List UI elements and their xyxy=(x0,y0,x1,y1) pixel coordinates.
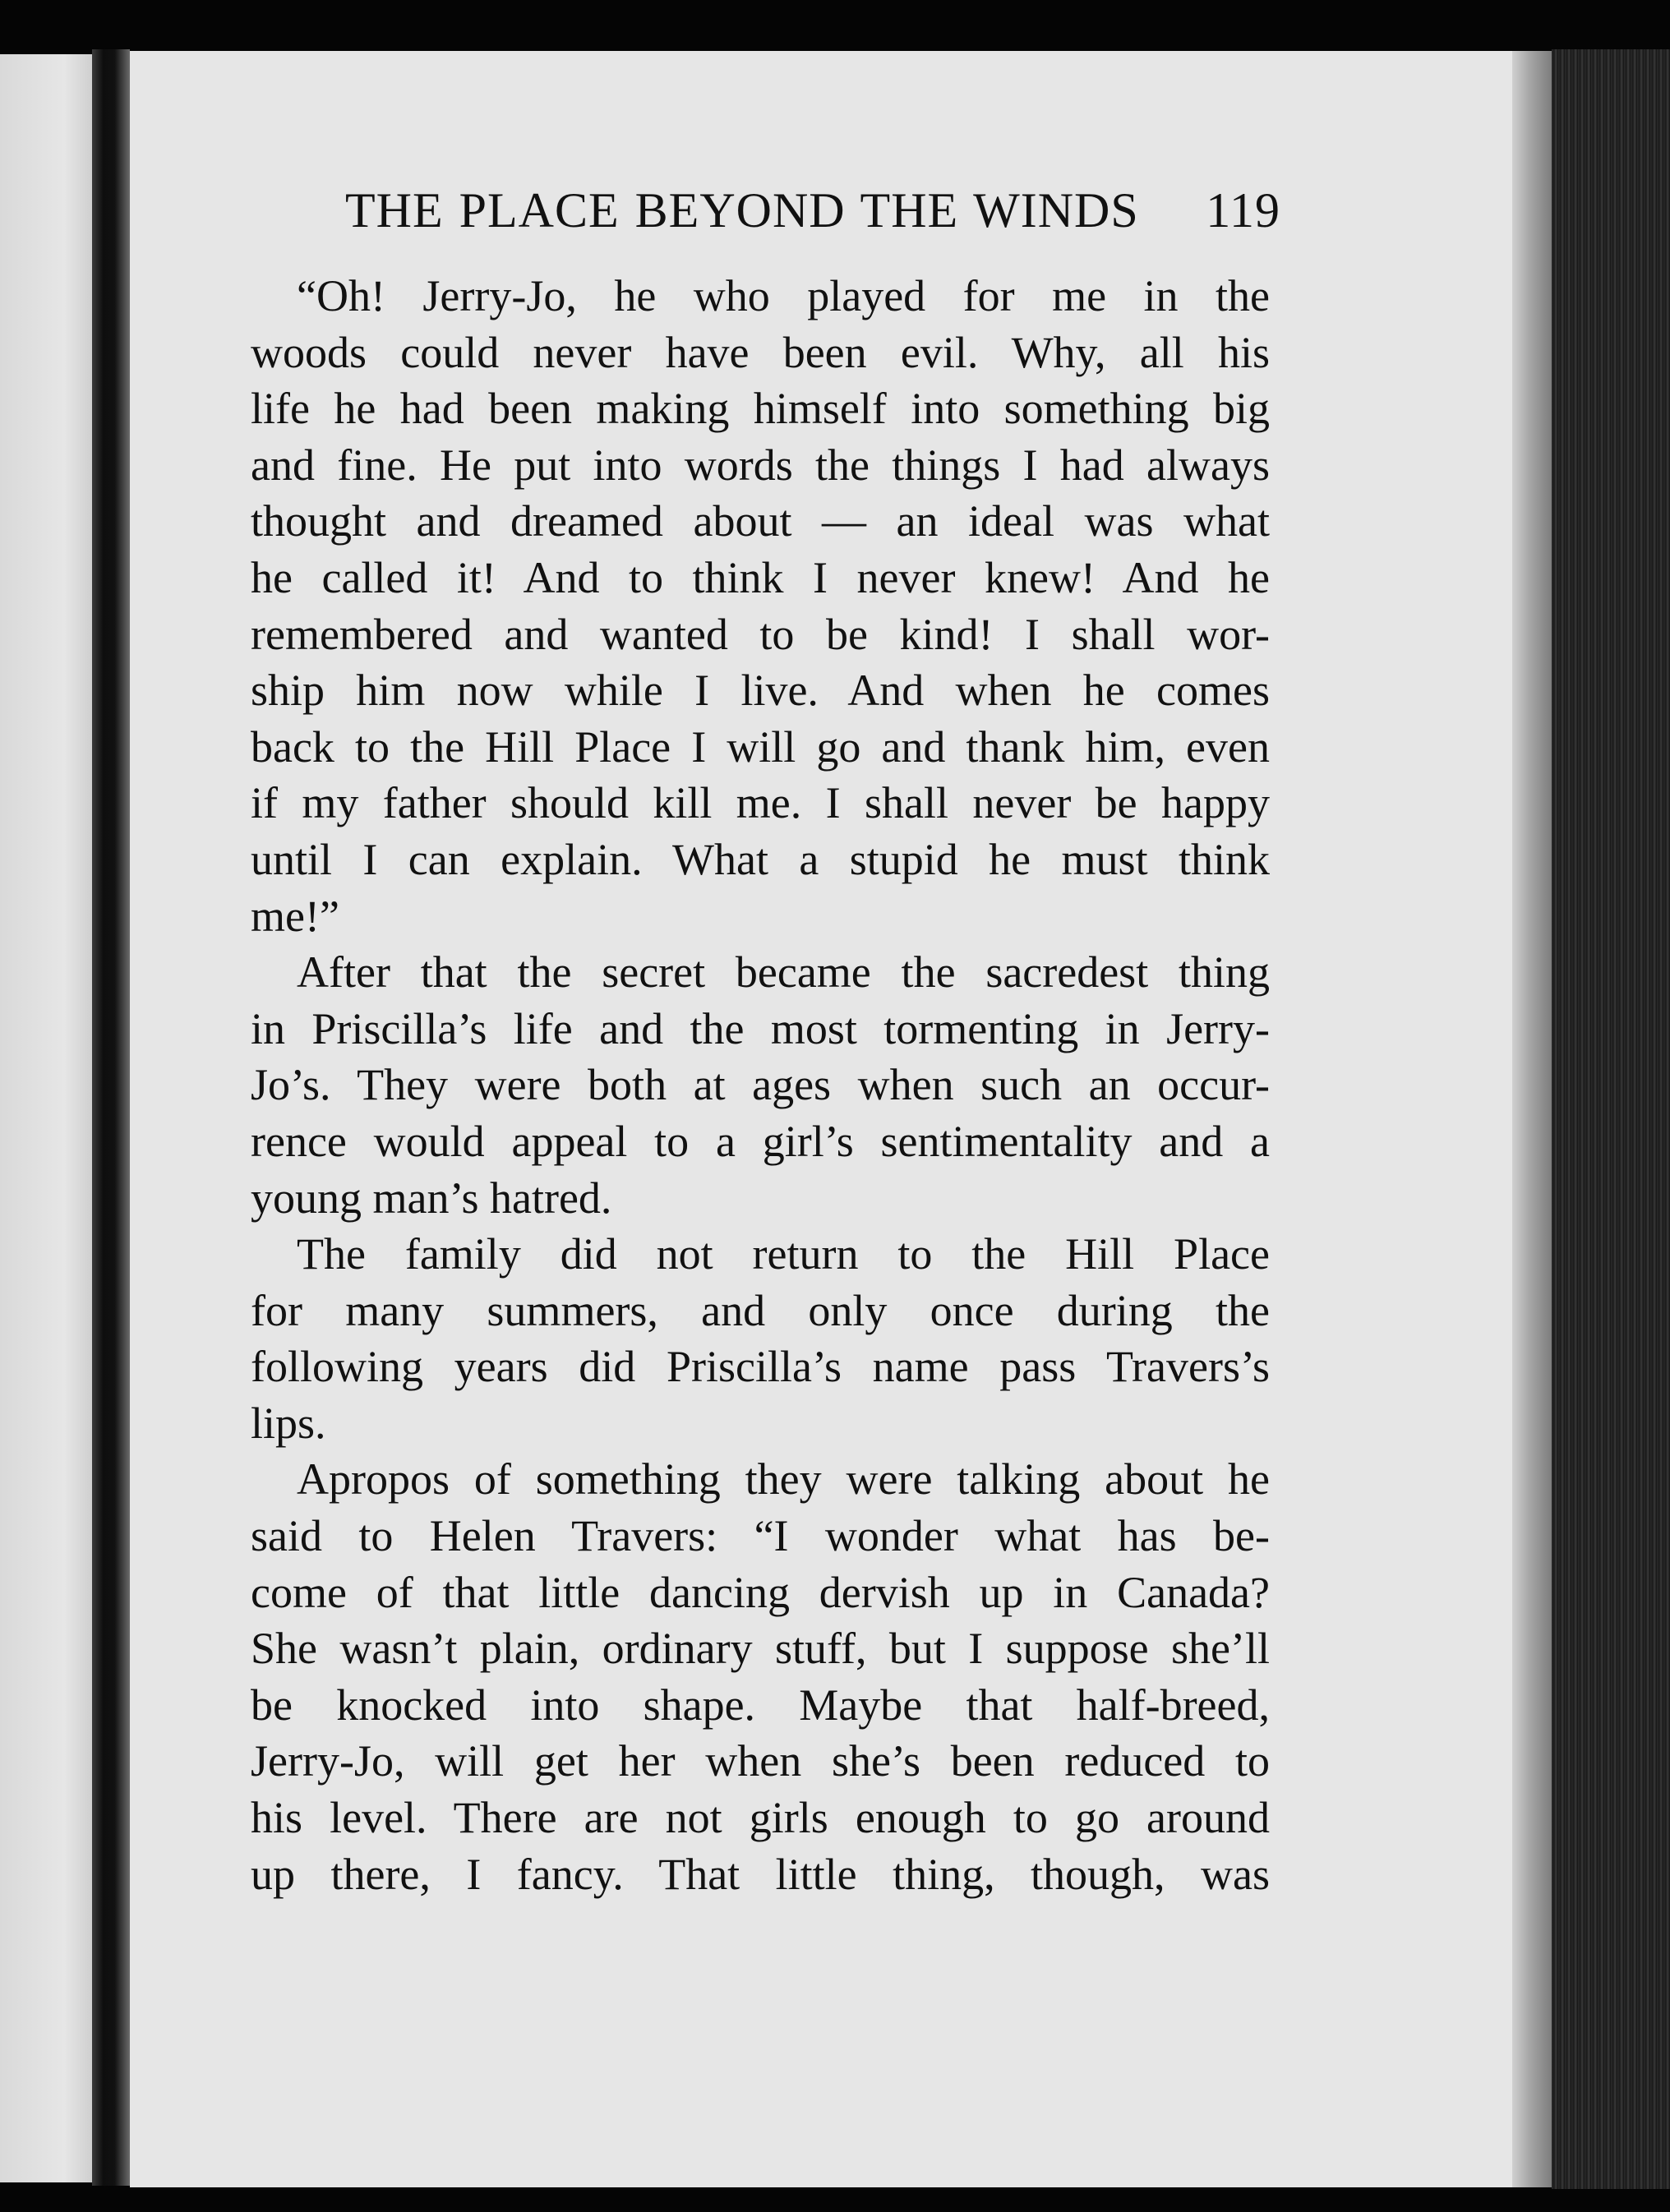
paragraph xyxy=(251,944,1270,1226)
text-line: Apropos of something they were talking about he xyxy=(297,1454,1270,1505)
text-line: back to the Hill Place I will go and thank him, even xyxy=(251,721,1270,772)
text-line: woods could never have been evil. Why, all his xyxy=(251,327,1270,377)
text-line: and fine. He put into words the things I had always xyxy=(251,440,1270,490)
book-gutter xyxy=(92,49,130,2186)
paragraph xyxy=(251,1451,1270,1902)
page-number: 119 xyxy=(1206,183,1280,237)
paragraph xyxy=(251,268,1270,944)
text-line: following years did Priscilla’s name pass Travers’s xyxy=(251,1342,1270,1392)
text-line: if my father should kill me. I shall never be happy xyxy=(251,778,1270,828)
text-line: Jo’s. They were both at ages when such an occur- xyxy=(251,1060,1270,1110)
text-line: She wasn’t plain, ordinary stuff, but I suppose she’ll xyxy=(251,1624,1270,1674)
text-line: said to Helen Travers: “I wonder what has be- xyxy=(251,1511,1270,1561)
text-line: The family did not return to the Hill Place xyxy=(297,1229,1270,1279)
text-line: come of that little dancing dervish up in Canada? xyxy=(251,1567,1270,1617)
text-line: ship him now while I live. And when he comes xyxy=(251,666,1270,716)
page-body xyxy=(251,268,1270,1902)
text-line: rence would appeal to a girl’s sentimentality and a xyxy=(251,1116,1270,1166)
paragraph xyxy=(251,1226,1270,1451)
text-line: his level. There are not girls enough to go around xyxy=(251,1793,1270,1843)
text-line: be knocked into shape. Maybe that half-breed, xyxy=(251,1680,1270,1730)
text-line: up there, I fancy. That little thing, though, was xyxy=(251,1849,1270,1899)
text-line: in Priscilla’s life and the most tormenting in Jerry- xyxy=(251,1003,1270,1053)
text-line: he called it! And to think I never knew! And he xyxy=(251,552,1270,602)
running-head: THE PLACE BEYOND THE WINDS xyxy=(345,183,1139,237)
page-shadow xyxy=(1512,51,1553,2187)
text-line: life he had been making himself into something big xyxy=(251,384,1270,434)
text-line: After that the secret became the sacredest thing xyxy=(297,947,1270,998)
text-line: me!” xyxy=(251,891,339,941)
text-line: for many summers, and only once during the xyxy=(251,1285,1270,1335)
text-line: young man’s hatred. xyxy=(251,1173,612,1223)
text-line: remembered and wanted to be kind! I shall wor- xyxy=(251,609,1270,659)
text-line: lips. xyxy=(251,1398,326,1448)
book-fore-edge xyxy=(1552,49,1670,2189)
text-line: “Oh! Jerry-Jo, he who played for me in the xyxy=(297,271,1270,320)
facing-page-edge xyxy=(0,54,92,2182)
page-header xyxy=(345,182,1280,256)
text-line: Jerry-Jo, will get her when she’s been reduced to xyxy=(251,1736,1270,1786)
text-line: until I can explain. What a stupid he must think xyxy=(251,834,1270,884)
text-line: thought and dreamed about — an ideal was what xyxy=(251,496,1270,546)
